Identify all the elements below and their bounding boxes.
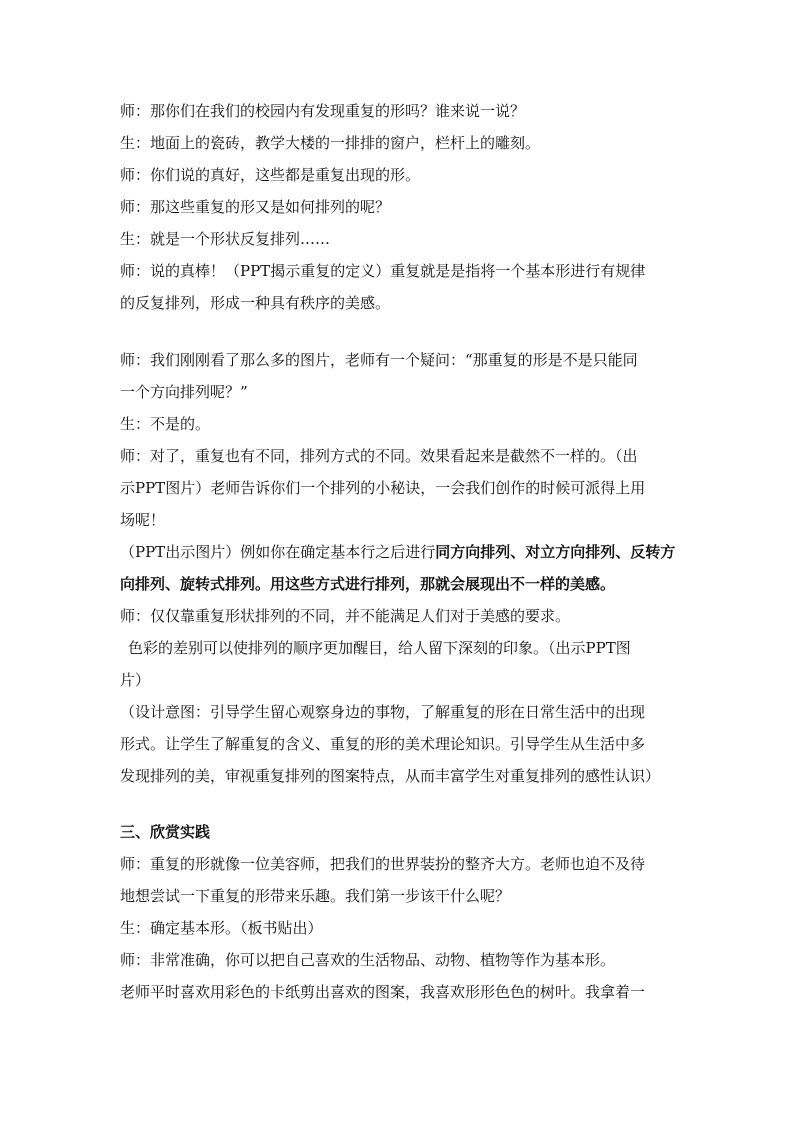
dialogue-line: 师：对了，重复也有不同，排列方式的不同。效果看起来是截然不一样的。（出 <box>120 447 638 465</box>
bold-line: 向排列、旋转式排列。用这些方式进行排列，那就会展现出不一样的美感。 <box>120 575 616 593</box>
dialogue-line: 片） <box>120 671 151 689</box>
design-intent-line: 发现排列的美，审视重复排列的图案特点，从而丰富学生对重复排列的感性认识） <box>120 767 661 785</box>
section-heading: 三、欣赏实践 <box>120 823 211 841</box>
design-intent-line: （设计意图：引导学生留心观察身边的事物，了解重复的形在日常生活中的出现 <box>120 703 646 721</box>
dialogue-line: 老师平时喜欢用彩色的卡纸剪出喜欢的图案，我喜欢形形色色的树叶。我拿着一 <box>120 983 646 1001</box>
design-intent-line: 形式。让学生了解重复的含义、重复的形的美术理论知识。引导学生从生活中多 <box>120 735 646 753</box>
dialogue-line: 师：说的真棒！（PPT揭示重复的定义）重复就是是指将一个基本形进行有规律 <box>120 262 646 280</box>
dialogue-line: 一个方向排列呢？” <box>120 383 248 401</box>
dialogue-line: 师：仅仅靠重复形状排列的不同，并不能满足人们对于美感的要求。 <box>120 607 571 625</box>
dialogue-line: 师：那你们在我们的校园内有发现重复的形吗？谁来说一说？ <box>120 102 526 120</box>
dialogue-line: 的反复排列，形成一种具有秩序的美感。 <box>120 294 391 312</box>
dialogue-line: 生：地面上的瓷砖，教学大楼的一排排的窗户，栏杆上的雕刻。 <box>120 134 541 152</box>
dialogue-line: 示PPT图片）老师告诉你们一个排列的小秘诀，一会我们创作的时候可派得上用 <box>120 479 646 497</box>
dialogue-line: 生：不是的。 <box>120 415 211 433</box>
dialogue-line: 色彩的差别可以使排列的顺序更加醒目，给人留下深刻的印象。（出示PPT图 <box>128 639 631 657</box>
dialogue-line: 师：你们说的真好，这些都是重复出现的形。 <box>120 166 421 184</box>
dialogue-line: 师：非常准确，你可以把自己喜欢的生活物品、动物、植物等作为基本形。 <box>120 951 616 969</box>
bold-text: 同方向排列、对立方向排列、反转方 <box>435 543 676 561</box>
dialogue-line: 生：确定基本形。（板书贴出） <box>120 919 323 937</box>
dialogue-line: 师：我们刚刚看了那么多的图片，老师有一个疑问：“那重复的形是不是只能同 <box>120 351 638 369</box>
dialogue-line: 地想尝试一下重复的形带来乐趣。我们第一步该干什么呢？ <box>120 887 511 905</box>
dialogue-line: 生：就是一个形状反复排列…… <box>120 230 331 248</box>
dialogue-line: 场呢！ <box>120 511 166 529</box>
dialogue-line: 师：那这些重复的形又是如何排列的呢？ <box>120 198 391 216</box>
mixed-emphasis-line <box>120 542 676 562</box>
plain-text: （PPT出示图片）例如你在确定基本行之后进行 <box>120 543 436 561</box>
dialogue-line: 师：重复的形就像一位美容师，把我们的世界装扮的整齐大方。老师也迫不及待 <box>120 855 646 873</box>
